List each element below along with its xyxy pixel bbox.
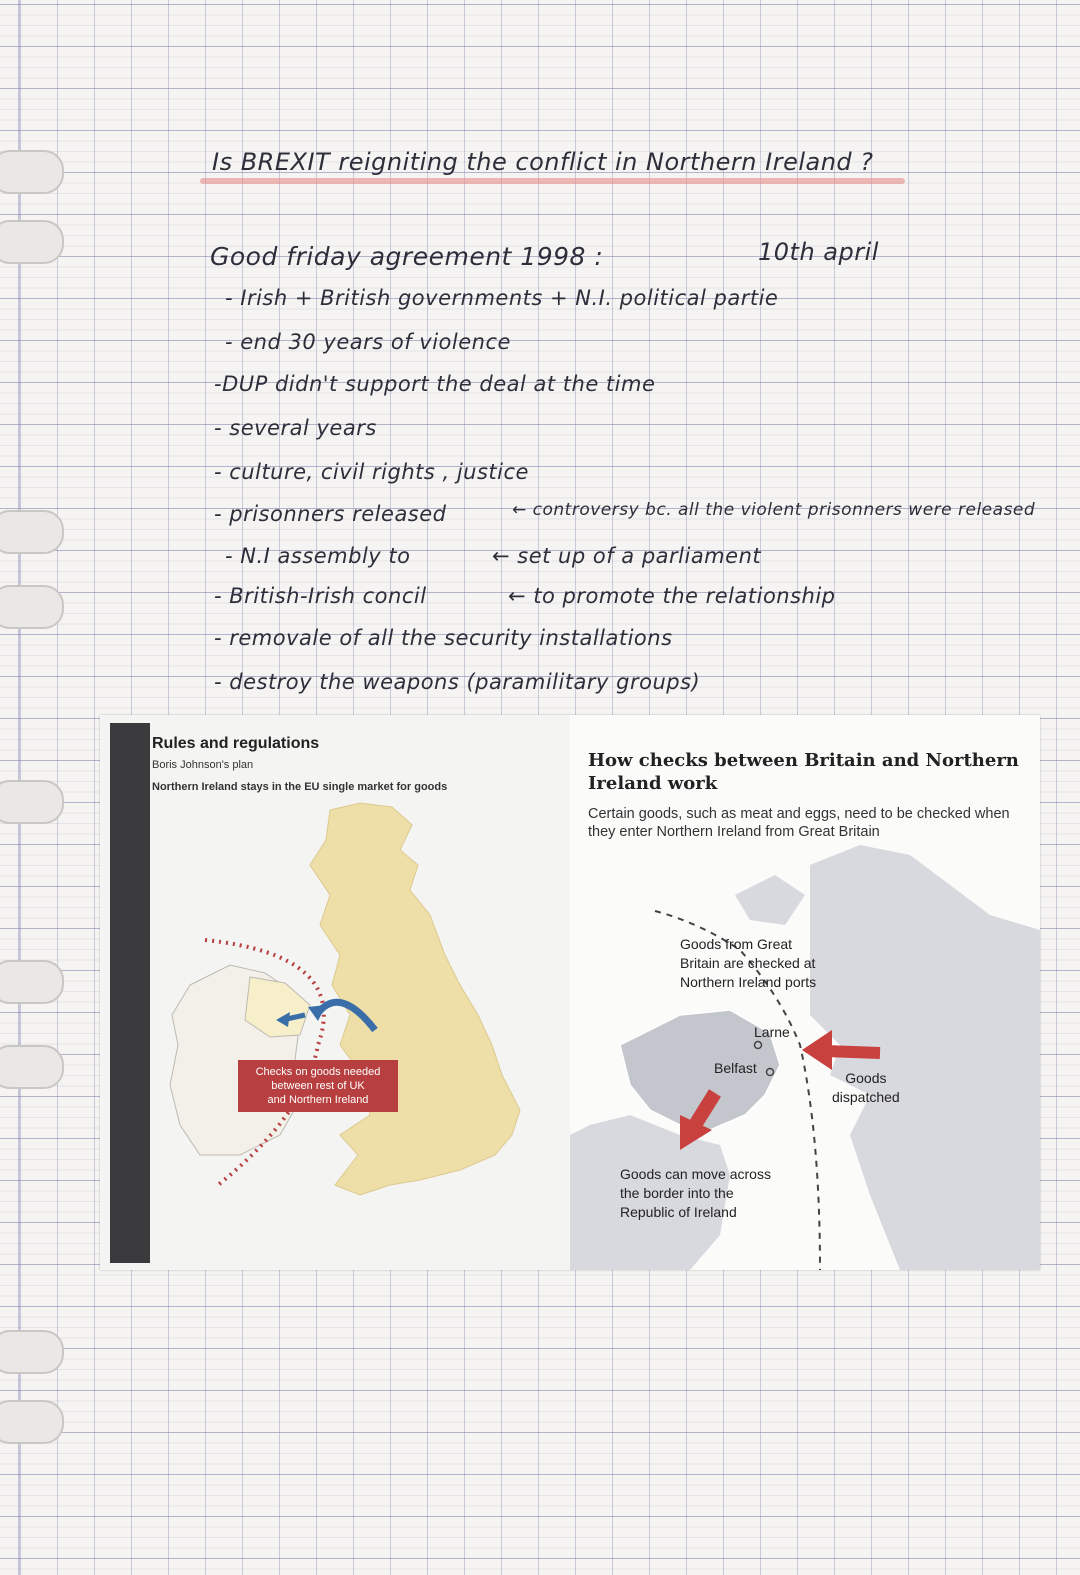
label-line: Republic of Ireland <box>620 1204 737 1220</box>
note-line: - N.I assembly to <box>225 544 411 568</box>
note-line: - several years <box>214 416 377 440</box>
label-checked-at-ports <box>680 935 816 992</box>
checks-badge <box>238 1060 398 1112</box>
note-line: -DUP didn't support the deal at the time <box>214 372 656 396</box>
binder-hole <box>0 1330 64 1374</box>
right-map-subtitle: Certain goods, such as meat and eggs, need to be checked when they enter Northern Ireland from Great Britain <box>588 806 1010 840</box>
binder-hole <box>0 510 64 554</box>
left-map-panel <box>100 715 570 1270</box>
date-note: 10th april <box>758 238 879 266</box>
binder-hole <box>0 1045 64 1089</box>
badge-line: between rest of UK <box>271 1080 365 1092</box>
note-line: - destroy the weapons (paramilitary groups) <box>214 670 701 694</box>
label-goods-dispatched <box>832 1069 900 1107</box>
label-line: Goods from Great <box>680 936 793 952</box>
binder-hole <box>0 1400 64 1444</box>
left-map-subtitle: Boris Johnson's plan <box>152 759 254 771</box>
uk-map <box>100 715 570 1270</box>
label-larne: Larne <box>754 1024 790 1040</box>
great-britain-shape <box>310 803 520 1195</box>
note-annotation: ← set up of a parliament <box>492 544 762 568</box>
island-shape <box>735 875 805 925</box>
pasted-clipping <box>100 715 1040 1270</box>
label-line: the border into the <box>620 1185 734 1201</box>
binder-hole <box>0 585 64 629</box>
left-map-title: Rules and regulations <box>152 735 320 752</box>
label-belfast: Belfast <box>714 1060 757 1076</box>
note-line: - end 30 years of violence <box>225 330 511 354</box>
title-highlight <box>200 178 905 184</box>
note-annotation: ← controversy bc. all the violent prisonners were released <box>512 500 1036 520</box>
binder-hole <box>0 780 64 824</box>
badge-line: Checks on goods needed <box>255 1066 381 1078</box>
binder-hole <box>0 150 64 194</box>
binder-hole <box>0 220 64 264</box>
note-line: - culture, civil rights , justice <box>214 460 529 484</box>
right-map-title: How checks between Britain and Northern Ireland work <box>588 750 1019 794</box>
note-line: - British-Irish concil <box>214 584 427 608</box>
dispatch-arrow <box>825 1051 880 1053</box>
note-annotation: ← to promote the relationship <box>508 584 836 608</box>
note-line: - removale of all the security installations <box>214 626 673 650</box>
right-map-panel <box>570 715 1040 1270</box>
label-line: Britain are checked at <box>680 955 816 971</box>
binder-hole <box>0 960 64 1004</box>
label-line: Goods <box>845 1070 887 1086</box>
note-line: - prisonners released <box>214 502 447 526</box>
left-map-caption: Northern Ireland stays in the EU single market for goods <box>152 781 448 793</box>
section-heading: Good friday agreement 1998 : <box>210 242 604 271</box>
label-line: Goods can move across <box>620 1166 771 1182</box>
label-border <box>620 1165 771 1222</box>
label-line: Northern Ireland ports <box>680 974 817 990</box>
label-line: dispatched <box>832 1089 900 1105</box>
note-line: - Irish + British governments + N.I. political partie <box>225 286 779 310</box>
badge-line: and Northern Ireland <box>267 1094 369 1106</box>
page-title: Is BREXIT reigniting the conflict in Northern Ireland ? <box>212 148 874 176</box>
